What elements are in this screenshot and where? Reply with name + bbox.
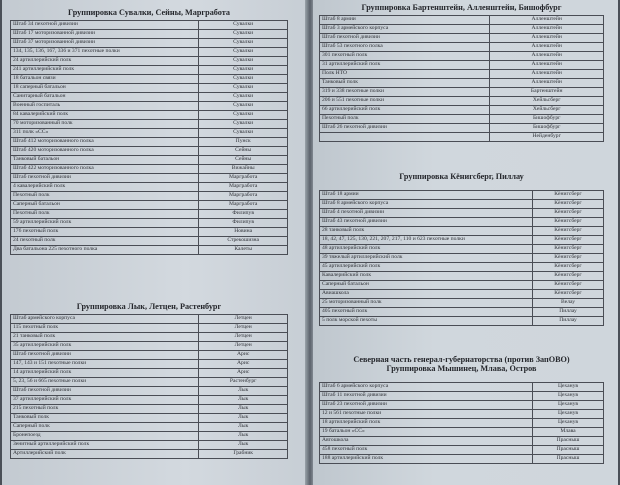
location-cell: Алленштейн bbox=[490, 25, 604, 34]
table-row bbox=[320, 392, 604, 401]
unit-cell: 37 артиллерийский полк bbox=[11, 396, 199, 405]
location-cell: Летцен bbox=[199, 315, 288, 324]
table-row bbox=[320, 308, 604, 317]
units-table bbox=[10, 314, 288, 459]
location-cell: Кёнигсберг bbox=[533, 254, 604, 263]
table-row bbox=[11, 30, 288, 39]
location-cell: Кёнигсберг bbox=[533, 236, 604, 245]
table-row bbox=[320, 446, 604, 455]
location-cell: Алленштейн bbox=[490, 43, 604, 52]
location-cell: Кёнигсберг bbox=[533, 227, 604, 236]
table-row bbox=[320, 200, 604, 209]
location-cell: Сувалки bbox=[199, 102, 288, 111]
unit-cell: Полк НТО bbox=[320, 70, 490, 79]
location-cell: Сувалки bbox=[199, 111, 288, 120]
location-cell: Арис bbox=[199, 351, 288, 360]
table-row bbox=[11, 138, 288, 147]
table-row bbox=[11, 75, 288, 84]
location-cell: Алленштейн bbox=[490, 52, 604, 61]
location-cell: Кёнигсберг bbox=[533, 272, 604, 281]
table-row bbox=[11, 93, 288, 102]
table-row bbox=[320, 70, 604, 79]
table-row bbox=[11, 228, 288, 237]
table-row bbox=[320, 254, 604, 263]
location-cell: Сувалки bbox=[199, 57, 288, 66]
unit-cell: Штаб 34 пехотной дивизии bbox=[11, 21, 199, 30]
table-row bbox=[320, 401, 604, 410]
location-cell: Сувалки bbox=[199, 30, 288, 39]
location-cell: Летцен bbox=[199, 342, 288, 351]
table-row bbox=[320, 263, 604, 272]
location-cell: Лык bbox=[199, 405, 288, 414]
location-cell: Млава bbox=[533, 428, 604, 437]
location-cell: Сейны bbox=[199, 147, 288, 156]
unit-cell: Два батальона 225 пехотного полка bbox=[11, 246, 199, 255]
location-cell: Сувалки bbox=[199, 75, 288, 84]
table-row bbox=[11, 246, 288, 255]
unit-cell: 19 батальон «СС» bbox=[320, 428, 533, 437]
unit-cell: Штаб 6 армейского корпуса bbox=[320, 383, 533, 392]
unit-cell: 458 пехотный полк bbox=[320, 446, 533, 455]
table-row bbox=[320, 227, 604, 236]
table-row bbox=[320, 383, 604, 392]
unit-cell: Танковый батальон bbox=[11, 156, 199, 165]
unit-cell: Штаб пехотной дивизии bbox=[11, 351, 199, 360]
location-cell: Пунск bbox=[199, 138, 288, 147]
location-cell: Прасныш bbox=[533, 446, 604, 455]
unit-cell: 206 и 551 пехотные полки bbox=[320, 97, 490, 106]
table-row bbox=[11, 369, 288, 378]
unit-cell: 147, 143 и 151 пехотные полки bbox=[11, 360, 199, 369]
unit-cell: 28 танковый полк bbox=[320, 227, 533, 236]
unit-cell: Танковый полк bbox=[320, 79, 490, 88]
unit-cell: 176 пехотный полк bbox=[11, 228, 199, 237]
unit-cell: Авиашкола bbox=[320, 290, 533, 299]
location-cell: Цеханув bbox=[533, 419, 604, 428]
table-row bbox=[320, 290, 604, 299]
table-row bbox=[320, 16, 604, 25]
table-row bbox=[11, 210, 288, 219]
location-cell: Стрекошизна bbox=[199, 237, 288, 246]
table-row bbox=[11, 342, 288, 351]
table-row bbox=[320, 79, 604, 88]
location-cell: Пиллау bbox=[533, 317, 604, 326]
table-row bbox=[320, 191, 604, 200]
table-row bbox=[320, 245, 604, 254]
location-cell: Маргработа bbox=[199, 174, 288, 183]
unit-cell: 115 пехотный полк bbox=[11, 324, 199, 333]
location-cell: Сейны bbox=[199, 156, 288, 165]
unit-cell: Санитарный батальон bbox=[11, 93, 199, 102]
table-row bbox=[320, 272, 604, 281]
table-row bbox=[320, 61, 604, 70]
location-cell: Арис bbox=[199, 360, 288, 369]
table-row bbox=[320, 455, 604, 464]
unit-cell: 241 артиллерийский полк bbox=[11, 66, 199, 75]
unit-cell: 301 пехотный полк bbox=[320, 52, 490, 61]
table-row bbox=[320, 97, 604, 106]
location-cell: Летцен bbox=[199, 324, 288, 333]
table-row bbox=[11, 423, 288, 432]
table-row bbox=[320, 115, 604, 124]
group-title: Группировка Лык, Летцен, Растенбург bbox=[76, 302, 222, 311]
table-row bbox=[320, 281, 604, 290]
group-mlawa bbox=[319, 355, 604, 464]
location-cell: Филипув bbox=[199, 210, 288, 219]
unit-cell: Автошкола bbox=[320, 437, 533, 446]
unit-cell: Кавалерийский полк bbox=[320, 272, 533, 281]
unit-cell: Саперный батальон bbox=[11, 201, 199, 210]
units-table bbox=[10, 20, 288, 255]
unit-cell: Штаб 17 моторизованной дивизии bbox=[11, 30, 199, 39]
table-row bbox=[11, 315, 288, 324]
location-cell: Цеханув bbox=[533, 410, 604, 419]
table-row bbox=[320, 209, 604, 218]
location-cell: Филипув bbox=[199, 219, 288, 228]
group-title: Группировка Сувалки, Сейны, Маргработа bbox=[68, 8, 230, 17]
location-cell: Сувалки bbox=[199, 120, 288, 129]
location-cell: Цеханув bbox=[533, 401, 604, 410]
unit-cell: 18 артиллерийский полк bbox=[320, 419, 533, 428]
table-row bbox=[11, 165, 288, 174]
table-row bbox=[320, 236, 604, 245]
unit-cell: 215 пехотный полк bbox=[11, 405, 199, 414]
location-cell: Сувалки bbox=[199, 66, 288, 75]
unit-cell: Штаб 420 моторизованного полка bbox=[11, 147, 199, 156]
unit-cell: Пехотный полк bbox=[320, 115, 490, 124]
location-cell: Лык bbox=[199, 441, 288, 450]
group-suvalki bbox=[10, 8, 288, 255]
unit-cell: 405 пехотный полк bbox=[320, 308, 533, 317]
unit-cell: Штаб армейского корпуса bbox=[11, 315, 199, 324]
unit-cell: 48 артиллерийский полк bbox=[320, 245, 533, 254]
table-row bbox=[320, 106, 604, 115]
table-row bbox=[11, 48, 288, 57]
table-row bbox=[320, 124, 604, 133]
group-bartenstein bbox=[319, 3, 604, 142]
unit-cell: Танковый полк bbox=[11, 414, 199, 423]
table-row bbox=[11, 156, 288, 165]
unit-cell: 12 и 561 пехотные полки bbox=[320, 410, 533, 419]
location-cell: Лык bbox=[199, 432, 288, 441]
location-cell: Бишофбург bbox=[490, 124, 604, 133]
unit-cell: Зенитный артиллерийский полк bbox=[11, 441, 199, 450]
location-cell: Хейльсберг bbox=[490, 106, 604, 115]
location-cell: Кёнигсберг bbox=[533, 290, 604, 299]
table-row bbox=[11, 174, 288, 183]
table-row bbox=[11, 405, 288, 414]
group-title: Группировка Бартенштейн, Алленштейн, Бишофбург bbox=[361, 3, 562, 12]
location-cell: Кёнигсберг bbox=[533, 281, 604, 290]
unit-cell: 5, 23, 56 и 665 пехотные полки bbox=[11, 378, 199, 387]
table-row bbox=[11, 450, 288, 459]
table-row bbox=[11, 147, 288, 156]
table-row bbox=[11, 84, 288, 93]
location-cell: Бартенштейн bbox=[490, 88, 604, 97]
location-cell: Лык bbox=[199, 387, 288, 396]
location-cell: Маргработа bbox=[199, 183, 288, 192]
table-row bbox=[320, 43, 604, 52]
unit-cell: Штаб 18 армии bbox=[320, 191, 533, 200]
unit-cell: Штаб 422 моторизованного полка bbox=[11, 165, 199, 174]
unit-cell: Штаб пехотной дивизии bbox=[11, 174, 199, 183]
table-row bbox=[11, 201, 288, 210]
location-cell: Кёнигсберг bbox=[533, 209, 604, 218]
table-row bbox=[320, 88, 604, 97]
unit-cell: Штаб пехотной дивизии bbox=[320, 34, 490, 43]
unit-cell: Штаб 53 пехотного полка bbox=[320, 43, 490, 52]
location-cell: Нейденбург bbox=[490, 133, 604, 142]
table-row bbox=[11, 414, 288, 423]
table-row bbox=[11, 21, 288, 30]
location-cell: Алленштейн bbox=[490, 34, 604, 43]
unit-cell bbox=[320, 133, 490, 142]
location-cell: Пиллау bbox=[533, 308, 604, 317]
location-cell: Прасныш bbox=[533, 437, 604, 446]
table-row bbox=[11, 324, 288, 333]
location-cell: Алленштейн bbox=[490, 16, 604, 25]
table-row bbox=[11, 102, 288, 111]
unit-cell: 5 полк морской пехоты bbox=[320, 317, 533, 326]
table-row bbox=[320, 133, 604, 142]
location-cell: Сувалки bbox=[199, 39, 288, 48]
unit-cell: 59 артиллерийский полк bbox=[11, 219, 199, 228]
table-row bbox=[11, 387, 288, 396]
left-page bbox=[2, 0, 308, 485]
unit-cell: 18, 42, 47, 125, 130, 221, 207, 217, 110 и 623 пехотные полки bbox=[320, 236, 533, 245]
location-cell: Калеты bbox=[199, 246, 288, 255]
unit-cell: Штаб 37 моторизованной дивизии bbox=[11, 39, 199, 48]
unit-cell: 188 артиллерийский полк bbox=[320, 455, 533, 464]
table-row bbox=[11, 111, 288, 120]
location-cell: Бишофбург bbox=[490, 115, 604, 124]
location-cell: Кёнигсберг bbox=[533, 218, 604, 227]
table-row bbox=[11, 396, 288, 405]
unit-cell: Штаб 412 моторизованного полка bbox=[11, 138, 199, 147]
table-row bbox=[11, 378, 288, 387]
location-cell: Лык bbox=[199, 423, 288, 432]
table-row bbox=[320, 299, 604, 308]
units-table bbox=[319, 190, 604, 326]
location-cell: Лык bbox=[199, 414, 288, 423]
unit-cell: 14 артиллерийский полк bbox=[11, 369, 199, 378]
table-row bbox=[320, 34, 604, 43]
unit-cell: Штаб 3 армейского корпуса bbox=[320, 25, 490, 34]
unit-cell: Штаб 26 пехотной дивизии bbox=[320, 124, 490, 133]
table-row bbox=[320, 218, 604, 227]
location-cell: Сувалки bbox=[199, 21, 288, 30]
table-row bbox=[11, 120, 288, 129]
table-row bbox=[11, 57, 288, 66]
location-cell: Растенбург bbox=[199, 378, 288, 387]
unit-cell: Штаб пехотной дивизии bbox=[11, 387, 199, 396]
group-lyk bbox=[10, 302, 288, 459]
table-row bbox=[11, 129, 288, 138]
location-cell: Кёнигсберг bbox=[533, 263, 604, 272]
unit-cell: Штаб 8 армии bbox=[320, 16, 490, 25]
table-row bbox=[320, 52, 604, 61]
unit-cell: 24 артиллерийский полк bbox=[11, 57, 199, 66]
table-row bbox=[11, 237, 288, 246]
location-cell: Цеханув bbox=[533, 392, 604, 401]
group-title: Северная часть генерал-губернаторства (против ЗапОВО) bbox=[353, 355, 570, 364]
group-title: Группировка Кёнигсберг, Пиллау bbox=[399, 172, 524, 181]
table-row bbox=[11, 66, 288, 75]
location-cell: Хейльсберг bbox=[490, 97, 604, 106]
unit-cell: 24 пехотный полк bbox=[11, 237, 199, 246]
unit-cell: Пехотный полк bbox=[11, 210, 199, 219]
units-table bbox=[319, 15, 604, 142]
unit-cell: Штаб 11 пехотной дивизии bbox=[320, 392, 533, 401]
table-row bbox=[11, 219, 288, 228]
table-row bbox=[11, 360, 288, 369]
units-table bbox=[319, 382, 604, 464]
location-cell: Цеханув bbox=[533, 383, 604, 392]
location-cell: Лык bbox=[199, 396, 288, 405]
location-cell: Кёнигсберг bbox=[533, 245, 604, 254]
unit-cell: 35 артиллерийский полк bbox=[11, 342, 199, 351]
unit-cell: 84 кавалерийский полк bbox=[11, 111, 199, 120]
unit-cell: Военный госпиталь bbox=[11, 102, 199, 111]
unit-cell: 39 тяжелый артиллерийский полк bbox=[320, 254, 533, 263]
unit-cell: 18 батальон связи bbox=[11, 75, 199, 84]
location-cell: Кёнигсберг bbox=[533, 191, 604, 200]
location-cell: Грабник bbox=[199, 450, 288, 459]
group-koenigsberg bbox=[319, 172, 604, 326]
unit-cell: Артиллерийский полк bbox=[11, 450, 199, 459]
unit-cell: Бронепоезд bbox=[11, 432, 199, 441]
table-row bbox=[320, 317, 604, 326]
unit-cell: 18 саперный батальон bbox=[11, 84, 199, 93]
location-cell: Сувалки bbox=[199, 129, 288, 138]
unit-cell: Штаб 43 пехотной дивизии bbox=[320, 218, 533, 227]
unit-cell: 134, 135, 136, 167, 336 и 371 пехотные полки bbox=[11, 48, 199, 57]
table-row bbox=[11, 192, 288, 201]
location-cell: Сувалки bbox=[199, 93, 288, 102]
unit-cell: 21 танковый полк bbox=[11, 333, 199, 342]
table-row bbox=[320, 428, 604, 437]
table-row bbox=[11, 351, 288, 360]
unit-cell: 4 кавалерийский полк bbox=[11, 183, 199, 192]
table-row bbox=[11, 333, 288, 342]
unit-cell: Штаб 4 пехотной дивизии bbox=[320, 209, 533, 218]
unit-cell: Пехотный полк bbox=[11, 192, 199, 201]
location-cell: Новина bbox=[199, 228, 288, 237]
table-row bbox=[320, 25, 604, 34]
location-cell: Алленштейн bbox=[490, 79, 604, 88]
unit-cell: 311 полк «СС» bbox=[11, 129, 199, 138]
location-cell: Алленштейн bbox=[490, 70, 604, 79]
location-cell: Велау bbox=[533, 299, 604, 308]
unit-cell: Саперный батальон bbox=[320, 281, 533, 290]
unit-cell: Штаб 23 пехотной дивизии bbox=[320, 401, 533, 410]
table-row bbox=[320, 437, 604, 446]
location-cell: Алленштейн bbox=[490, 61, 604, 70]
unit-cell: Саперный полк bbox=[11, 423, 199, 432]
location-cell: Сувалки bbox=[199, 84, 288, 93]
table-row bbox=[11, 432, 288, 441]
unit-cell: 70 моторизованный полк bbox=[11, 120, 199, 129]
unit-cell: 66 артиллерийский полк bbox=[320, 106, 490, 115]
table-row bbox=[320, 410, 604, 419]
right-page bbox=[313, 0, 618, 485]
location-cell: Кёнигсберг bbox=[533, 200, 604, 209]
unit-cell: Штаб 8 армейского корпуса bbox=[320, 200, 533, 209]
location-cell: Сувалки bbox=[199, 48, 288, 57]
location-cell: Летцен bbox=[199, 333, 288, 342]
location-cell: Маргработа bbox=[199, 192, 288, 201]
table-row bbox=[320, 419, 604, 428]
unit-cell: 319 и 338 пехотные полки bbox=[320, 88, 490, 97]
group-subtitle: Группировка Мышинец, Млава, Остров bbox=[386, 364, 537, 374]
table-row bbox=[11, 441, 288, 450]
unit-cell: 31 артиллерийский полк bbox=[320, 61, 490, 70]
unit-cell: 45 артиллерийский полк bbox=[320, 263, 533, 272]
location-cell: Маргработа bbox=[199, 201, 288, 210]
location-cell: Арис bbox=[199, 369, 288, 378]
table-row bbox=[11, 183, 288, 192]
location-cell: Прасныш bbox=[533, 455, 604, 464]
table-row bbox=[11, 39, 288, 48]
unit-cell: 25 моторизованный полк bbox=[320, 299, 533, 308]
location-cell: Вижайны bbox=[199, 165, 288, 174]
